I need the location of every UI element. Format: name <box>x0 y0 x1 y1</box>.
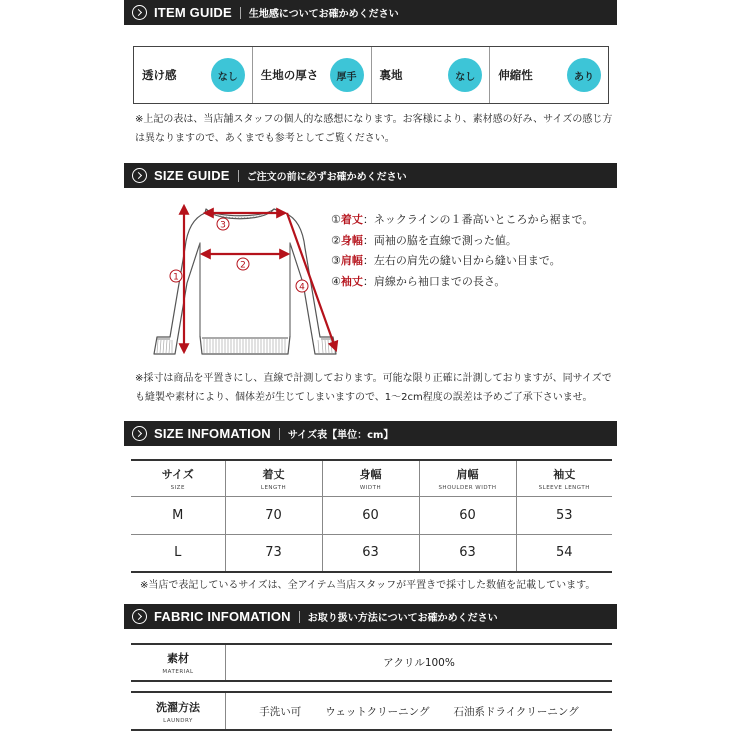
size-guide-subtitle: ご注文の前に必ずお確かめください <box>246 172 407 183</box>
chevron-right-circle-icon <box>132 426 147 441</box>
guide-label: 生地の厚さ <box>260 68 319 82</box>
note-line: は異なりますので、あくまでも参考としてご覧ください。 <box>135 133 395 144</box>
laundry-value: ウェットクリーニング <box>325 705 430 718</box>
table-cell: 63 <box>322 534 419 572</box>
size-info-title: SIZE INFOMATION <box>154 426 271 441</box>
fabric-info-header <box>124 604 617 629</box>
size-guide-legend <box>331 210 593 292</box>
note-line: ※上記の表は、当店舗スタッフの個人的な感想になります。お客様により、素材感の好み、サイズの感じ方 <box>135 114 613 125</box>
laundry-label: 洗濯方法 LAUNDRY <box>131 693 226 729</box>
item-guide-table <box>133 46 609 104</box>
table-cell: 53 <box>516 496 612 534</box>
table-cell: 70 <box>225 496 322 534</box>
material-row <box>131 643 612 682</box>
material-value: アクリル100% <box>383 657 455 669</box>
guide-cell-stretch <box>489 47 608 103</box>
guide-label: 透け感 <box>142 68 177 82</box>
fabric-info-title: FABRIC INFOMATION <box>154 609 291 624</box>
guide-cell-lining <box>371 47 490 103</box>
material-label: 素材 MATERIAL <box>131 645 226 680</box>
guide-badge: なし <box>448 58 482 92</box>
divider <box>299 611 300 623</box>
note-line: も縫製や素材により、個体差が生じてしまいますので、1〜2cm程度の誤差は予めご了承下さいませ。 <box>135 392 593 403</box>
column-header: 着丈 LENGTH <box>225 460 322 496</box>
guide-badge: 厚手 <box>330 58 364 92</box>
size-info-header <box>124 421 617 446</box>
marker-4: 4 <box>299 282 305 293</box>
item-guide-header <box>124 0 617 25</box>
table-header-row <box>131 460 612 496</box>
legend-item: ②身幅：両袖の脇を直線で測った値。 <box>331 233 517 247</box>
size-info-subtitle: サイズ表【単位：cm】 <box>287 430 394 441</box>
legend-item: ④袖丈：肩線から袖口までの長さ。 <box>331 274 506 288</box>
size-guide-header <box>124 163 617 188</box>
table-cell: 54 <box>516 534 612 572</box>
chevron-right-circle-icon <box>132 609 147 624</box>
table-cell: M <box>131 496 225 534</box>
fabric-info-subtitle: お取り扱い方法についてお確かめください <box>307 613 498 624</box>
marker-1: 1 <box>173 272 179 283</box>
divider <box>240 7 241 19</box>
legend-item: ③肩幅：左右の肩先の縫い目から縫い目まで。 <box>331 254 561 267</box>
chevron-right-circle-icon <box>132 5 147 20</box>
chevron-right-circle-icon <box>132 168 147 183</box>
marker-2: 2 <box>240 260 246 271</box>
size-guide-title: SIZE GUIDE <box>154 168 230 183</box>
table-cell: 60 <box>419 496 516 534</box>
laundry-row <box>131 691 612 731</box>
column-header: 肩幅 SHOULDER WIDTH <box>419 460 516 496</box>
guide-badge: なし <box>211 58 245 92</box>
laundry-values <box>226 693 612 729</box>
table-row <box>131 496 612 534</box>
size-table <box>131 459 612 573</box>
item-guide-title: ITEM GUIDE <box>154 5 232 20</box>
guide-label: 伸縮性 <box>498 68 533 82</box>
legend-item: ①着丈：ネックラインの１番高いところから裾まで。 <box>331 213 594 226</box>
divider <box>238 170 239 182</box>
divider <box>279 428 280 440</box>
table-row <box>131 534 612 572</box>
item-guide-note <box>135 110 615 148</box>
column-header: サイズ SIZE <box>131 460 225 496</box>
note-line: ※採寸は商品を平置きにし、直線で計測しております。可能な限り正確に計測しておりますが、同サイズで <box>135 373 612 384</box>
table-cell: 73 <box>225 534 322 572</box>
sweater-diagram <box>140 196 340 360</box>
guide-label: 裏地 <box>379 68 403 82</box>
column-header: 袖丈 SLEEVE LENGTH <box>516 460 612 496</box>
marker-3: 3 <box>220 220 226 231</box>
guide-cell-thickness <box>252 47 371 103</box>
guide-cell-transparency <box>134 47 252 103</box>
table-cell: 60 <box>322 496 419 534</box>
table-cell: 63 <box>419 534 516 572</box>
laundry-value: 石油系ドライクリーニング <box>453 705 579 718</box>
column-header: 身幅 WIDTH <box>322 460 419 496</box>
size-info-note: ※当店で表記しているサイズは、全アイテム当店スタッフが平置きで採寸した数値を記載しています。 <box>140 580 596 591</box>
item-guide-subtitle: 生地感についてお確かめください <box>248 9 399 20</box>
guide-badge: あり <box>567 58 601 92</box>
size-guide-note <box>135 369 621 407</box>
table-cell: L <box>131 534 225 572</box>
laundry-value: 手洗い可 <box>259 705 302 718</box>
